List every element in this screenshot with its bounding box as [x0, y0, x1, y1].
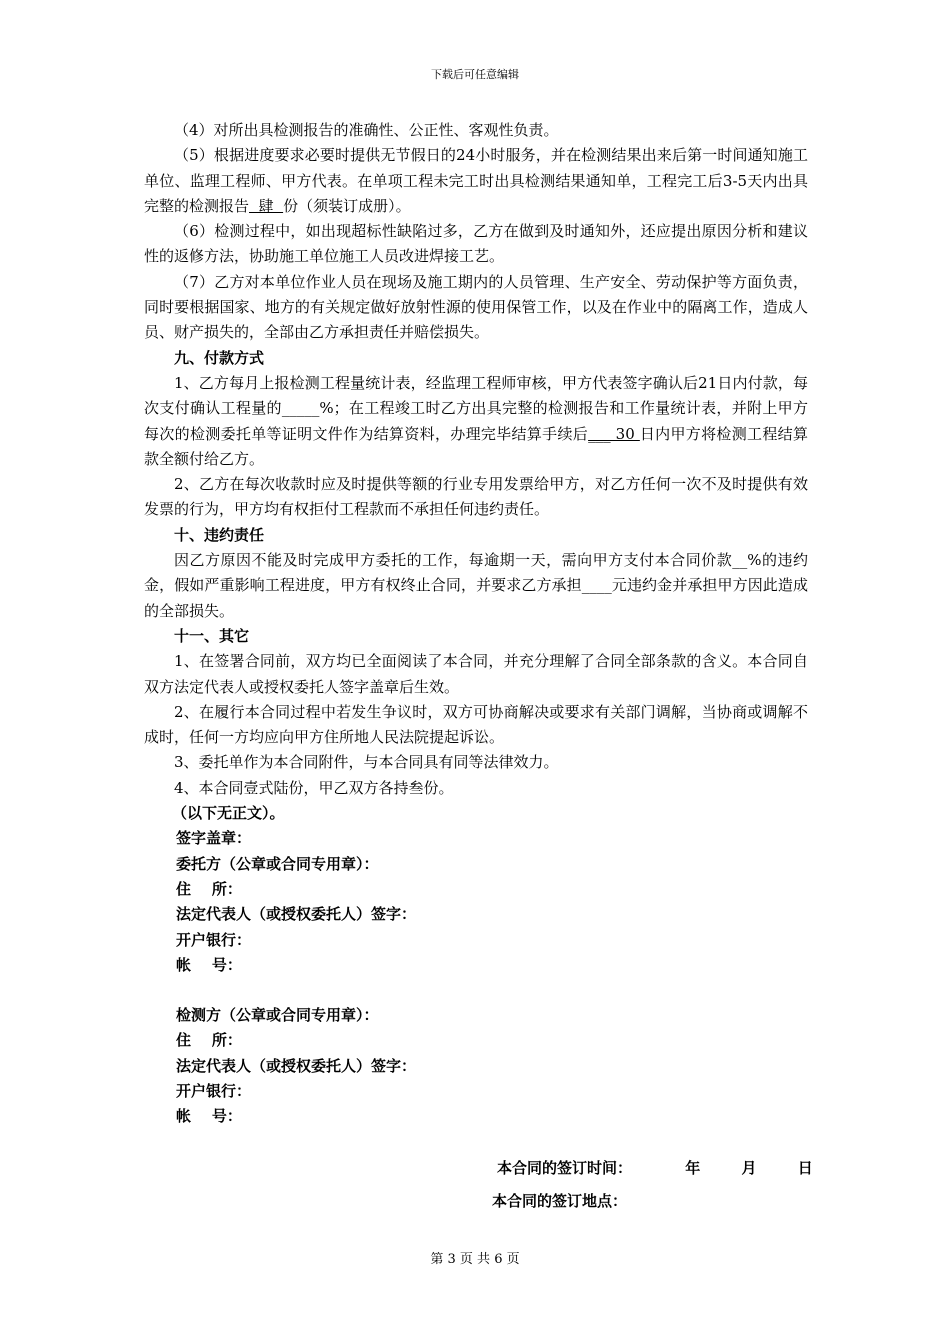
signing-place-label: 本合同的签订地点：	[492, 1192, 628, 1210]
section-10-title: 十、违约责任	[174, 525, 265, 544]
clause-7: （7）乙方对本单位作业人员在现场及施工期内的人员管理、生产安全、劳动保护等方面负责，同时要根据国家、地方的有关规定做好放射性源的使用保管工作，以及在作业中的隔离工作，造成人员、财产损失的，全部由乙方承担责任并赔偿损失。	[144, 272, 808, 342]
section-11-title: 十一、其它	[174, 626, 250, 645]
month-label: 月	[741, 1159, 757, 1177]
signing-date-label: 本合同的签订时间：	[497, 1159, 633, 1177]
section-9-title: 九、付款方式	[174, 348, 265, 367]
client-seal-label: 委托方（公章或合同专用章）：	[176, 854, 379, 873]
day-label: 日	[797, 1159, 813, 1177]
section-11-item-3: 3、委托单作为本合同附件，与本合同具有同等法律效力。	[174, 753, 559, 772]
clause-6: （6）检测过程中，如出现超标性缺陷过多，乙方在做到及时通知外，还应提出原因分析和建议性的返修方法，协助施工单位施工人员改进焊接工艺。	[144, 222, 808, 266]
contract-body	[144, 118, 808, 1130]
spacer	[144, 978, 808, 1003]
section-11-item-1: 1、在签署合同前，双方均已全面阅读了本合同，并充分理解了合同全部条款的含义。本合同自双方法定代表人或授权委托人签字盖章后生效。	[144, 652, 808, 696]
page-number: 第 3 页 共 6 页	[430, 1252, 520, 1267]
settlement-days-blank: ___ 30	[588, 424, 640, 443]
payment-percent-blank: _____	[281, 399, 320, 418]
tester-representative-label: 法定代表人（或授权委托人）签字：	[176, 1056, 417, 1075]
signing-date-line	[497, 1157, 813, 1178]
clause-4: （4）对所出具检测报告的准确性、公正性、客观性负责。	[174, 121, 559, 139]
year-label: 年	[685, 1159, 701, 1177]
clause-5: （5）根据进度要求必要时提供无节假日的24小时服务，并在检测结果出来后第一时间通知施工单位、监理工程师、甲方代表。在单项工程未完工时出具检测结果通知单，工程完工后3-5天内出具完整的检测报告 肆 份（须装订成册）。	[144, 146, 808, 215]
client-representative-label: 法定代表人（或授权委托人）签字：	[176, 905, 417, 924]
client-address-label: 住 所：	[176, 879, 242, 898]
report-copies-blank: 肆	[249, 196, 284, 215]
section-9-item-2: 2、乙方在每次收款时应及时提供等额的行业专用发票给甲方，对乙方任何一次不及时提供有效发票的行为，甲方均有权拒付工程款而不承担任何违约责任。	[144, 475, 808, 519]
section-9-item-1: 1、乙方每月上报检测工程量统计表，经监理工程师审核，甲方代表签字确认后21日内付款，每次支付确认工程量的_____%；在工程竣工时乙方出具完整的检测报告和工作量统计表，并附上甲方每次的检测委托单等证明文件作为结算资料，办理完毕结算手续后___ 30 日内甲方将检测工程结算款全额付给乙方。	[144, 373, 808, 468]
client-bank-label: 开户银行：	[176, 930, 252, 949]
signature-title: 签字盖章：	[176, 829, 252, 848]
tester-address-label: 住 所：	[176, 1031, 242, 1050]
tester-seal-label: 检测方（公章或合同专用章）：	[176, 1006, 379, 1025]
penalty-amount-blank: ____	[581, 576, 612, 595]
page-header: 下载后可任意编辑	[431, 68, 519, 81]
tester-bank-label: 开户银行：	[176, 1081, 252, 1100]
penalty-percent-blank: __	[732, 551, 748, 570]
end-note: （以下无正文）。	[172, 804, 285, 823]
client-account-label: 帐 号：	[176, 955, 242, 974]
section-11-item-4: 4、本合同壹式陆份，甲乙双方各持叁份。	[174, 778, 454, 797]
tester-account-label: 帐 号：	[176, 1107, 242, 1126]
section-11-item-2: 2、在履行本合同过程中若发生争议时，双方可协商解决或要求有关部门调解，当协商或调解不成时，任何一方均应向甲方住所地人民法院提起诉讼。	[144, 702, 808, 747]
section-10-item-1: 因乙方原因不能及时完成甲方委托的工作，每逾期一天，需向甲方支付本合同价款__%的违约金，假如严重影响工程进度，甲方有权终止合同，并要求乙方承担____元违约金并承担甲方因此造成的全部损失。	[144, 551, 808, 620]
